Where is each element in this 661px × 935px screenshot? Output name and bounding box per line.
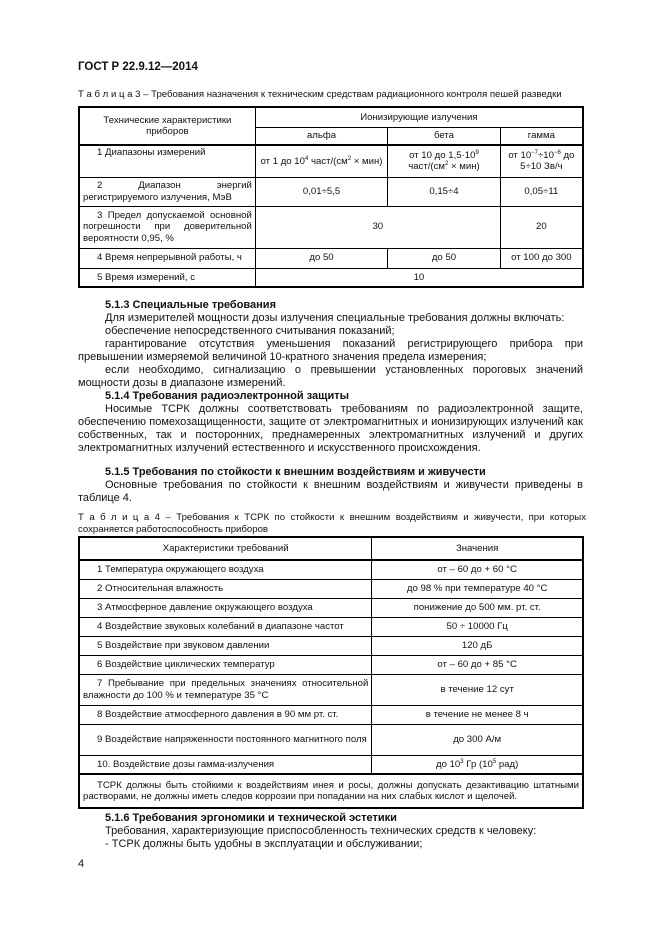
table3-header-alpha: альфа	[255, 127, 387, 145]
table-row	[79, 724, 583, 755]
table-row	[79, 145, 583, 177]
row-value: от – 60 до + 85 °С	[372, 655, 583, 674]
row-value: до 98 % при температуре 40 °С	[372, 579, 583, 598]
cell-gamma: 0,05÷11	[500, 177, 583, 206]
cell-gamma: 20	[500, 206, 583, 248]
cell-all: 10	[255, 268, 583, 287]
table-row	[79, 268, 583, 287]
table3-header-characteristics: Технические характеристики приборов	[79, 107, 255, 145]
table4-caption: Т а б л и ц а 4 – Требования к ТСРК по стойкости к внешним воздействиям и живучести, при которых сохраняется работоспособность приборов	[78, 512, 586, 535]
cell-beta: от 10 до $1,5\cdot 10^9$ част/$(см^2 \times мин)$	[388, 145, 501, 177]
table-3	[78, 106, 584, 288]
row-value: в течение 12 сут	[372, 674, 583, 705]
cell-gamma: от 100 до 300	[500, 248, 583, 268]
table3-header-group: Ионизирующие излучения	[255, 107, 583, 127]
row-label: 6 Воздействие циклических температур	[79, 655, 372, 674]
row-value: до $10^3$ Гр ($10^5$ рад)	[372, 755, 583, 774]
row-label: 10. Воздействие дозы гамма-излучения	[79, 755, 372, 774]
section-heading: 5.1.5 Требования по стойкости к внешним воздействиям и живучести	[105, 466, 486, 478]
paragraph: если необходимо, сигнализацию о превышении установленных пороговых значений мощности дозы в диапазоне измерений.	[78, 364, 583, 389]
table-row	[79, 755, 583, 774]
row-label: 2 Диапазон энергий регистрируемого излучения, МэВ	[79, 177, 255, 206]
row-label: 2 Относительная влажность	[79, 579, 372, 598]
table-row	[79, 617, 583, 636]
page-number: 4	[78, 858, 85, 870]
table-row	[79, 705, 583, 724]
table-row	[79, 598, 583, 617]
paragraph: гарантирование отсутствия уменьшения показаний регистрирующего прибора при превышении измеряемой величиной 10-кратного значения предела измерения;	[78, 338, 583, 363]
paragraph: - ТСРК должны быть удобны в эксплуатации и обслуживании;	[105, 838, 423, 850]
paragraph: Основные требования по стойкости к внешним воздействиям и живучести приведены в таблице 4.	[78, 479, 583, 504]
cell-gamma: от $10^{-7}\div 10^{-6}$ до 5÷10 Зв/ч	[500, 145, 583, 177]
cell-beta: до 50	[388, 248, 501, 268]
row-value: понижение до 500 мм. рт. ст.	[372, 598, 583, 617]
table4-note: ТСРК должны быть стойкими к воздействиям инея и росы, должны допускать дезактивацию штатными растворами, не должны иметь следов коррозии при попадании на них слабых кислот и щелочей.	[79, 774, 583, 808]
row-value: 120 дБ	[372, 636, 583, 655]
row-label: 3 Предел допускаемой основной погрешности при доверительной вероятности 0,95, %	[79, 206, 255, 248]
row-label: 9 Воздействие напряженности постоянного магнитного поля	[79, 724, 372, 755]
cell-alpha-beta: 30	[255, 206, 500, 248]
section-heading: 5.1.4 Требования радиоэлектронной защиты	[105, 390, 349, 402]
cell-alpha: до 50	[255, 248, 387, 268]
row-label: 7 Пребывание при предельных значениях относительной влажности до 100 % и температуре 35 °С	[79, 674, 372, 705]
row-label: 4 Воздействие звуковых колебаний в диапазоне частот	[79, 617, 372, 636]
section-heading: 5.1.6 Требования эргономики и технической эстетики	[105, 812, 397, 824]
row-label: 3 Атмосферное давление окружающего воздуха	[79, 598, 372, 617]
paragraph: Для измерителей мощности дозы излучения специальные требования должны включать:	[105, 312, 565, 324]
cell-alpha: 0,01÷5,5	[255, 177, 387, 206]
table3-header-beta: бета	[388, 127, 501, 145]
section-5-1-5	[78, 466, 583, 505]
document-header: ГОСТ Р 22.9.12—2014	[78, 61, 198, 73]
row-value: от – 60 до + 60 °С	[372, 560, 583, 579]
section-5-1-6	[78, 812, 583, 851]
paragraph: обеспечение непосредственного считывания показаний;	[105, 325, 395, 337]
table3-header-gamma: гамма	[500, 127, 583, 145]
row-label: 1 Температура окружающего воздуха	[79, 560, 372, 579]
paragraph: Носимые ТСРК должны соответствовать требованиям по радиоэлектронной защите, обеспечению помехозащищенности, защите от электромагнитных и ионизирующих излучений как собственных, так и посторонних, преднамеренных электромагнитных излучений и других электромагнитных излучений естественного и искусственного происхождения.	[78, 403, 583, 454]
section-5-1-3	[78, 299, 583, 455]
row-value: в течение не менее 8 ч	[372, 705, 583, 724]
table-row	[79, 206, 583, 248]
paragraph: Требования, характеризующие приспособленность технических средств к человеку:	[105, 825, 537, 837]
table-row	[79, 674, 583, 705]
section-heading: 5.1.3 Специальные требования	[105, 299, 276, 311]
table-row	[79, 248, 583, 268]
table-4	[78, 536, 584, 809]
cell-beta: 0,15÷4	[388, 177, 501, 206]
table-row	[79, 636, 583, 655]
row-label: 8 Воздействие атмосферного давления в 90 мм рт. ст.	[79, 705, 372, 724]
row-label: 5 Время измерений, с	[79, 268, 255, 287]
row-value: 50 ÷ 10000 Гц	[372, 617, 583, 636]
table-row	[79, 655, 583, 674]
table-row	[79, 560, 583, 579]
row-value: до 300 А/м	[372, 724, 583, 755]
table4-header-values: Значения	[372, 537, 583, 560]
row-label: 4 Время непрерывной работы, ч	[79, 248, 255, 268]
table-row	[79, 177, 583, 206]
row-label: 5 Воздействие при звуковом давлении	[79, 636, 372, 655]
table-row	[79, 579, 583, 598]
row-label: 1 Диапазоны измерений	[79, 145, 255, 177]
cell-alpha: от 1 до $10^4$ част/$(см^2 \times мин)$	[255, 145, 387, 177]
table3-caption: Т а б л и ц а 3 – Требования назначения к техническим средствам радиационного контроля пешей разведки	[78, 89, 562, 100]
table4-header-characteristics: Характеристики требований	[79, 537, 372, 560]
